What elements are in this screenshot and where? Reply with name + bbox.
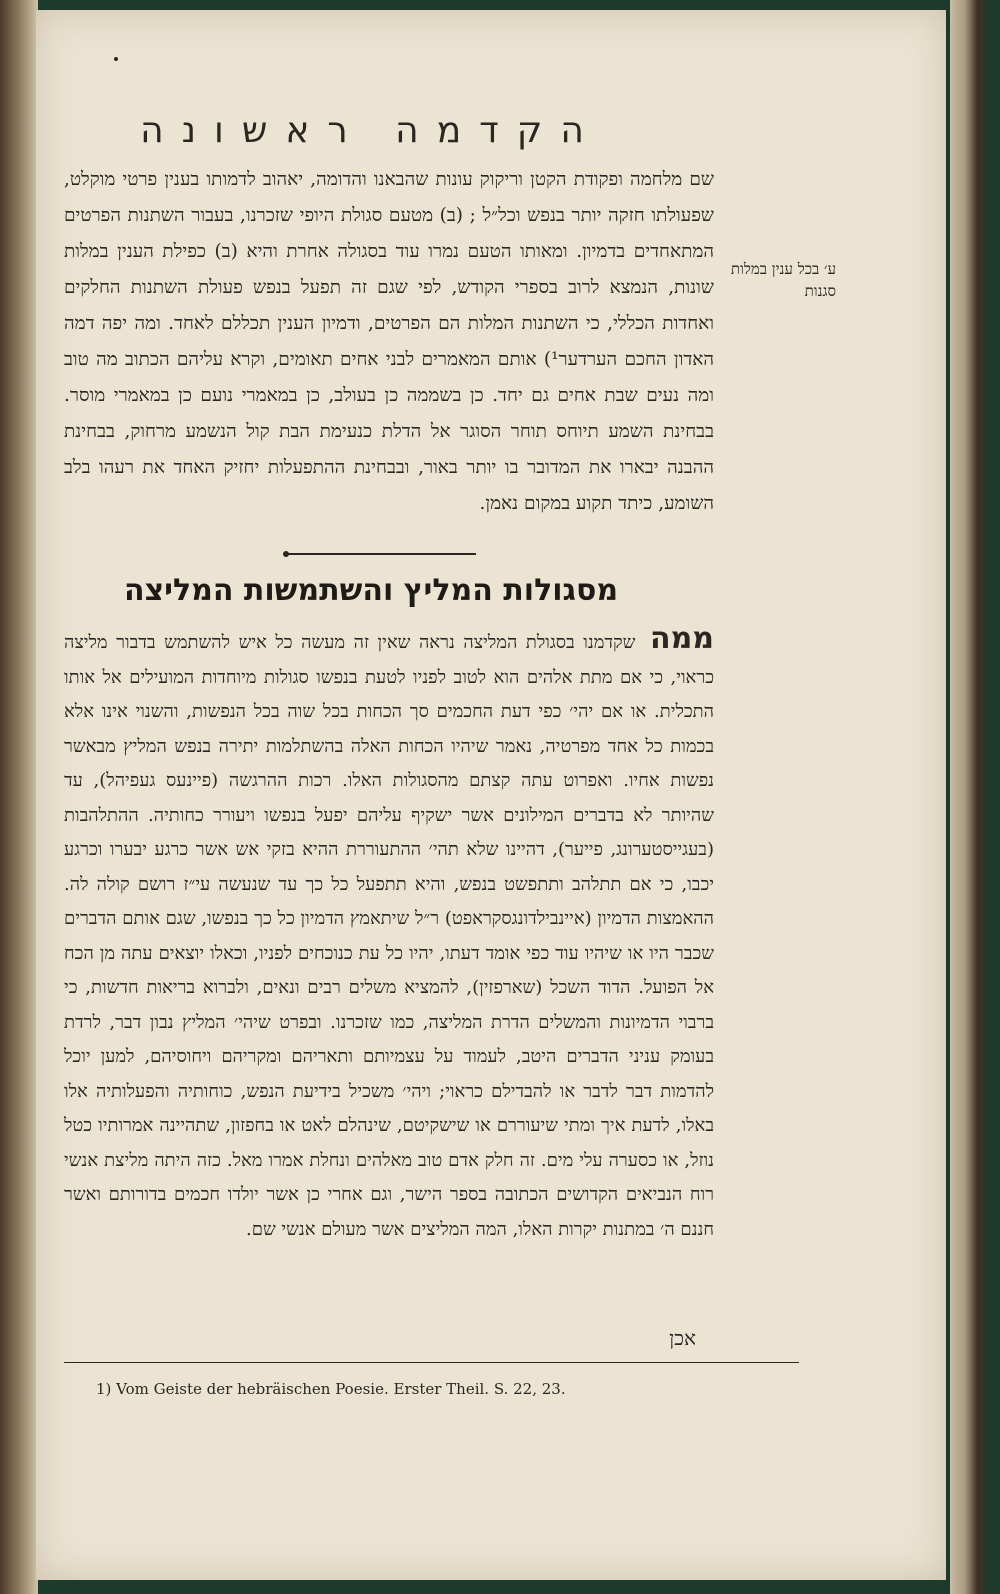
section-heading: מסגולות המליץ והשתמשות המליצה: [123, 573, 619, 608]
margin-note: ע׳ בכל ענין במלות סגנות: [730, 260, 836, 300]
ink-mark: [114, 57, 118, 61]
section-divider: [286, 553, 476, 555]
book-page: [36, 10, 946, 1580]
section-body-text: שקדמנו בסגולת המליצה נראה שאין זה מעשה כל איש להשתמש בדבור מליצה כראוי, כי אם מתת אלהים הוא לטוב לפניו לטעת בנפשו סגולות מיוחדות המועילים אל אותו התכלית. או אם יהי׳ כפי דעת החכמים סך הכחות בכל שוה בכל הנפשות, והשנוי אינו אלא בכמות כל אחד מפרטיה, נאמר שיהיו הכחות האלה בהשתלמות יתירה בנפש המליץ מבאשר נפשות אחיו. ואפרוט עתה קצתם מהסגולות האלו. רכות ההרגשה (פיינעס געפיהל), עד שהיותר לא בדברים המילונים אשר ישקיף עליהם יפעל בנפשו ויעורר כחותיה. ההתלהבות (בעגייסטערונג, פייער), דהיינו שלא תהי׳ ההתעוררת ההיא בזקי אש אשר כרגע יבערו וכרגע יכבו, כי אם תתלהב ותתפשט בנפש, והיא תתפעל כל כך עד שנעשה עי״ז רושם קולה לה. ההאמצות הדמיון (איינבילדונגסקראפט) ר״ל שיתאמץ הדמיון כל כך בנפשו, שגם אותם הדברים שכבר היו או שיהיו עוד כפי אומד דעתו, יהיו כל עת כנוכחים לפניו, וכאלו יוצאים עתה מן הכח אל הפועל. הדוד השכל (שארפזין), להמציא משלים רבים ונאים, ולברוא בריאות חדשות, כי ברבוי הדמיונות והמשלים הדרת המליצה, כמו שזכרנו. ובפרט שיהי׳ המליץ נבון דבר, לרדת בעומק עניני הדברים היטב, לעמוד על עצמיותם ותאריהם ומקריהם ויחוסיהם, למען יוכל להדמות דבר לדבר או להבדילם כראוי; ויהי׳ משכיל בידיעת הנפש, כוחותיה והפעלותיה אלו באלו, לדעת איך ומתי שיעוררם או שישקיטם, שינהלם לאט או בחפזון, שתהיינה אמרותיו כטל נוזל, או כסערה עלי מים. זה חלק אדם טוב מאלהים ונחלת אמרו מאל. כזה היתה מליצת אנשי רוח הנביאים הקדושים הכתובה בספר הישר, וגם אחרי כן אשר יולדו חכמים בדורותם ואשר חננם ה׳ במתנות יקרות האלו, המה המליצים אשר מעולם אנשי שם.: [64, 632, 714, 1240]
lead-word: ממה: [649, 621, 714, 656]
page-content: [36, 10, 946, 1580]
catchword: אכן: [669, 1326, 696, 1350]
footnote-divider: [64, 1362, 799, 1363]
book-spine: [0, 0, 38, 1594]
intro-paragraph: שם מלחמה ופקודת הקטן וריקוק עונות שהבאנו והדומה, יאהוב לדמותו בענין פרטי מוקלט, שפעולתו חזקה יותר בנפש וכל״ל ; (ב) מטעם סגולת היופי שזכרנו, בעבור השתנות הפרטים המתאחדים בדמיון. ומאותו הטעם נמרו עוד בסגולה אחרת והיא (ב) כפילת הענין במלות שונות, הנמצא לרוב בספרי הקודש, לפי שגם זה תפעל בנפש פעולת השתנות החלקים ואחדות הכללי, כי השתנות המלות הם הפרטים, ודמיון הענין תכללם לאחד. ומה יפה דמה האדון החכם הערדער¹) אותם המאמרים לבני אחים תאומים, וקרא עליהם הכתוב מה טוב ומה נעים שבת אחים גם יחד. כן בשממה כן בעולב, כן במאמרי נועם כן במאמרי מוסר. בבחינת השמע תיוחס תוחר הסוגר אל הדלת כנעימת הבת קול הנשמע מרחוק, בבחינת ההבנה יבארו את המדובר בו יותר באור, ובבחינת ההתפעלות יחזיק האחד את רעהו בלב השומע, כיתד תקוע במקום נאמן.: [64, 169, 714, 514]
footnote: 1) Vom Geiste der hebräischen Poesie. Erster Theil. S. 22, 23.: [96, 1380, 566, 1398]
book-edge: [950, 0, 1000, 1594]
page-title: הקדמה ראשונה: [140, 110, 602, 151]
section-body: [64, 622, 714, 1247]
